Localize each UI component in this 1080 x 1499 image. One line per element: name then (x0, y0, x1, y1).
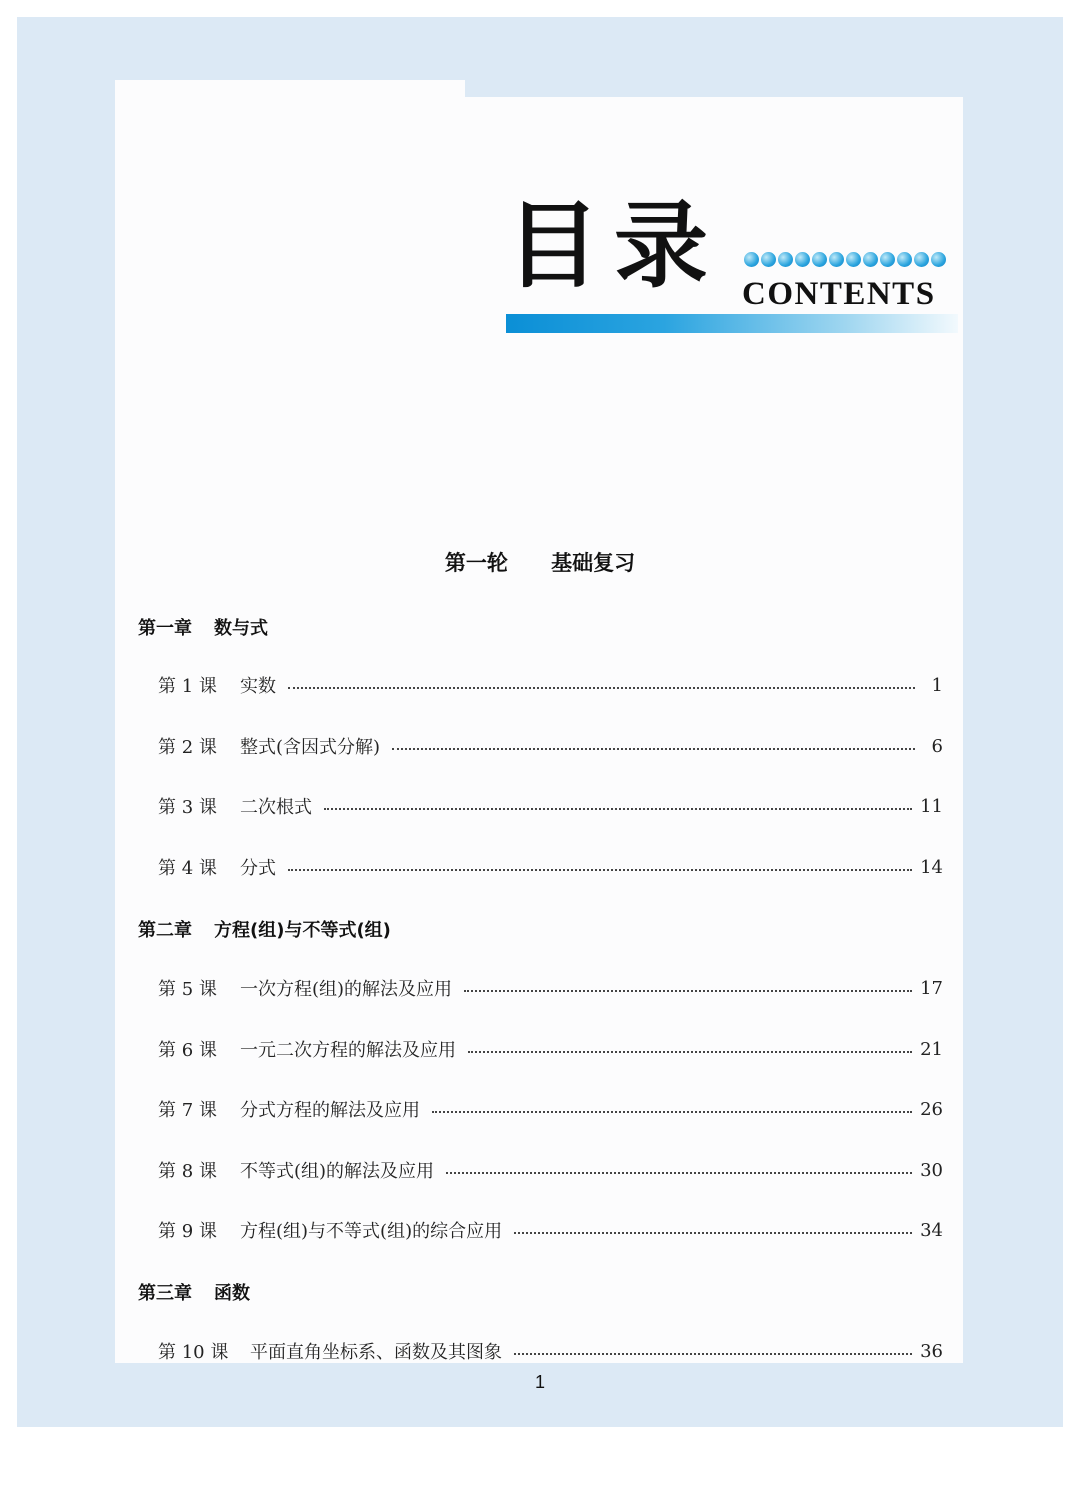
dot-icon (795, 252, 810, 267)
dot-icon (778, 252, 793, 267)
lesson-number: 第 5 课 (158, 979, 217, 1000)
sheet-notch (465, 80, 963, 97)
lesson-title: 整式(含因式分解) (240, 737, 381, 758)
lesson-title: 不等式(组)的解法及应用 (240, 1161, 435, 1182)
dot-leader (446, 1172, 912, 1174)
lesson-number: 第 4 课 (158, 858, 217, 879)
toc-entry[interactable] (158, 1217, 943, 1243)
round-label: 第一轮 (444, 551, 508, 575)
lesson-title: 分式 (240, 858, 276, 879)
contents-title-english: CONTENTS (742, 276, 936, 312)
toc-entry[interactable] (158, 1157, 943, 1183)
round-heading (0, 547, 1080, 577)
toc-entry[interactable] (158, 975, 943, 1001)
dot-icon (931, 252, 946, 267)
lesson-number: 第 8 课 (158, 1161, 217, 1182)
lesson-title: 分式方程的解法及应用 (240, 1100, 420, 1121)
lesson-title: 方程(组)与不等式(组)的综合应用 (240, 1221, 503, 1242)
dot-leader (432, 1111, 912, 1113)
dot-icon (897, 252, 912, 267)
lesson-number: 第 6 课 (158, 1040, 217, 1061)
lesson-number: 第 9 课 (158, 1221, 217, 1242)
chapter-title: 方程(组)与不等式(组) (214, 920, 391, 941)
dot-leader (468, 1051, 912, 1053)
lesson-number: 第 2 课 (158, 737, 217, 758)
dot-leader (288, 687, 915, 689)
dot-icon (863, 252, 878, 267)
lesson-page: 21 (920, 1038, 943, 1060)
dot-icon (761, 252, 776, 267)
lesson-number: 第 1 课 (158, 676, 217, 697)
toc-entry[interactable] (158, 1036, 943, 1062)
dot-icon (846, 252, 861, 267)
dot-leader (514, 1353, 912, 1355)
round-name: 基础复习 (551, 551, 636, 575)
page-number: 1 (534, 1372, 545, 1392)
lesson-page: 36 (920, 1340, 943, 1362)
toc-entry[interactable] (158, 1096, 943, 1122)
chapter-title: 数与式 (214, 618, 268, 639)
toc-entry[interactable] (158, 854, 943, 880)
lesson-page: 6 (931, 735, 943, 757)
title-gradient-bar (506, 314, 958, 333)
chapter-title: 函数 (214, 1283, 250, 1304)
lesson-number: 第 7 课 (158, 1100, 217, 1121)
dot-leader (392, 748, 915, 750)
dot-icon (914, 252, 929, 267)
dot-leader (324, 808, 912, 810)
lesson-page: 11 (920, 795, 943, 817)
dot-icon (829, 252, 844, 267)
lesson-title: 二次根式 (240, 797, 312, 818)
lesson-page: 34 (920, 1219, 943, 1241)
lesson-page: 14 (920, 856, 943, 878)
lesson-title: 一次方程(组)的解法及应用 (240, 979, 453, 1000)
contents-title-chinese: 目录 (506, 192, 723, 301)
lesson-page: 1 (931, 674, 943, 696)
toc-entry[interactable] (158, 1338, 943, 1364)
lesson-title: 一元二次方程的解法及应用 (240, 1040, 456, 1061)
toc-entry[interactable] (158, 672, 943, 698)
lesson-number: 第 3 课 (158, 797, 217, 818)
dot-icon (880, 252, 895, 267)
chapter-number: 第二章 (138, 920, 192, 941)
lesson-number: 第 10 课 (158, 1342, 229, 1363)
chapter-number: 第三章 (138, 1283, 192, 1304)
chapter-number: 第一章 (138, 618, 192, 639)
dot-leader (288, 869, 912, 871)
dot-leader (464, 990, 912, 992)
lesson-page: 17 (920, 977, 943, 999)
lesson-title: 平面直角坐标系、函数及其图象 (250, 1342, 502, 1363)
dot-icon (812, 252, 827, 267)
decorative-dots (744, 252, 946, 267)
dot-icon (744, 252, 759, 267)
dot-leader (514, 1232, 912, 1234)
toc-entry[interactable] (158, 733, 943, 759)
chapter-heading[interactable] (138, 916, 391, 942)
chapter-heading[interactable] (138, 614, 268, 640)
lesson-title: 实数 (240, 676, 276, 697)
lesson-page: 26 (920, 1098, 943, 1120)
toc-entry[interactable] (158, 793, 943, 819)
chapter-heading[interactable] (138, 1279, 250, 1305)
lesson-page: 30 (920, 1159, 943, 1181)
